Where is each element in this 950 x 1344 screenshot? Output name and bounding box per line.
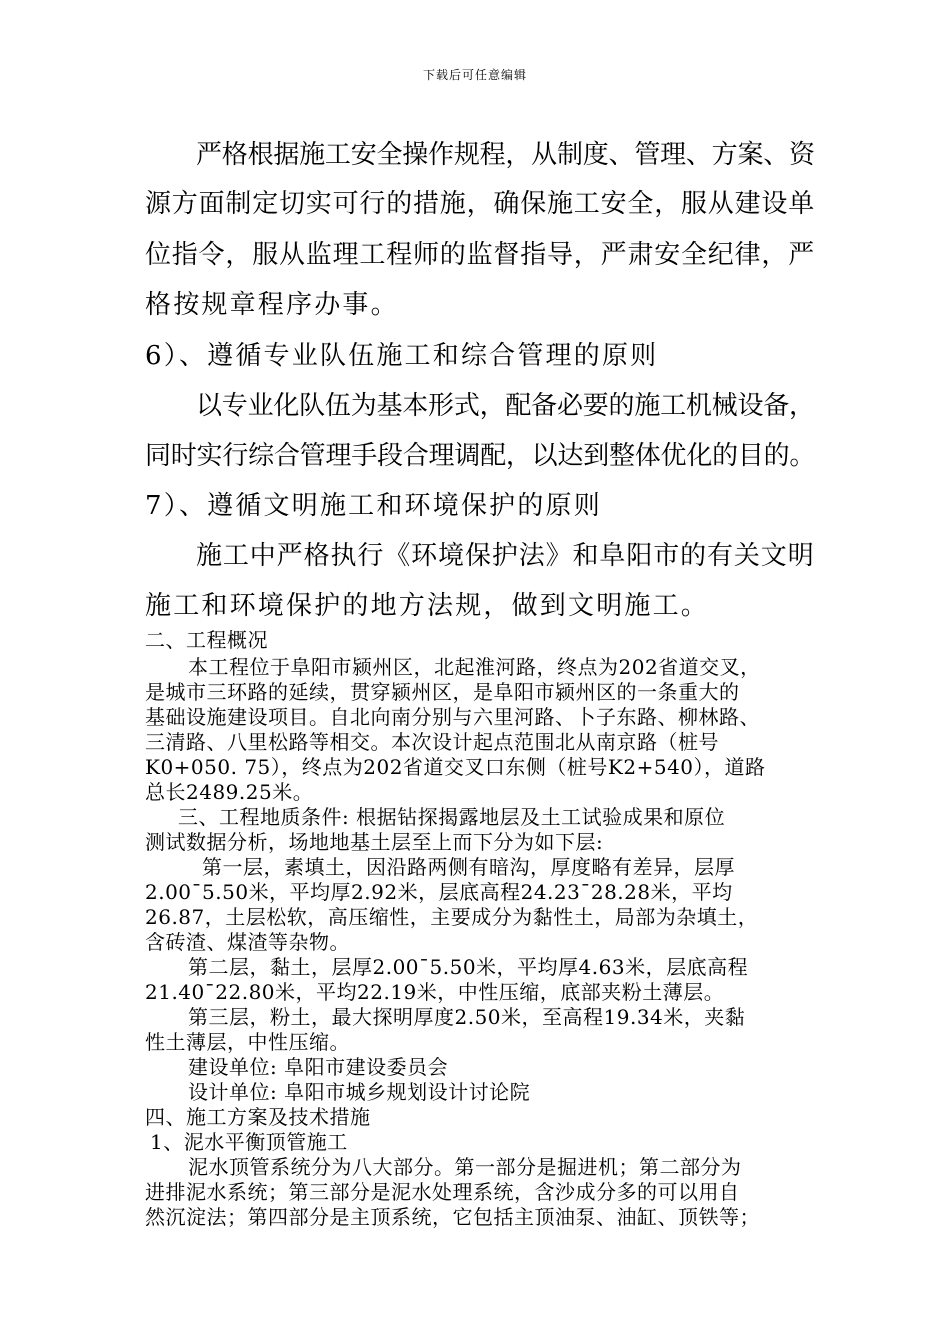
paragraph-line: 三清路、八里松路等相交。本次设计起点范围北从南京路（桩号	[145, 730, 719, 754]
paragraph-line: 第三层，粉土，最大探明厚度2.50米，至高程19.34米，夹黏	[188, 1005, 746, 1029]
section-heading: 1、泥水平衡顶管施工	[150, 1130, 348, 1154]
paragraph-line: 测试数据分析，场地地基土层至上而下分为如下层:	[145, 830, 604, 854]
paragraph-line: 以专业化队伍为基本形式，配备必要的施工机械设备，	[196, 391, 815, 421]
paragraph-line: 26.87，土层松软，高压缩性，主要成分为黏性土，局部为杂填土，	[145, 905, 759, 929]
paragraph-line: K0+050. 75），终点为202省道交叉口东侧（桩号K2+540），道路	[145, 755, 766, 779]
paragraph-line: 源方面制定切实可行的措施，确保施工安全，服从建设单	[145, 189, 816, 219]
paragraph-line: 同时实行综合管理手段合理调配，以达到整体优化的目的。	[145, 441, 816, 471]
paragraph-line: 含砖渣、煤渣等杂物。	[145, 930, 350, 954]
paragraph-line: 位指令，服从监理工程师的监督指导，严肃安全纪律，严	[145, 240, 816, 270]
paragraph-line: 基础设施建设项目。自北向南分别与六里河路、卜子东路、柳林路、	[145, 705, 760, 729]
page-header: 下载后可任意编辑	[422, 68, 527, 82]
paragraph-line: 施工和环境保护的地方法规，做到文明施工。	[145, 591, 710, 621]
paragraph-line: 建设单位: 阜阳市建设委员会	[188, 1055, 449, 1079]
paragraph-line: 施工中严格执行《环境保护法》和阜阳市的有关文明	[196, 541, 815, 571]
paragraph-line: 设计单位: 阜阳市城乡规划设计讨论院	[188, 1080, 531, 1104]
section-heading: 7）、遵循文明施工和环境保护的原则	[145, 491, 602, 521]
paragraph-line: 严格根据施工安全操作规程，从制度、管理、方案、资	[196, 140, 815, 170]
paragraph-line: 然沉淀法；第四部分是主顶系统，它包括主顶油泵、油缸、顶铁等；	[145, 1205, 760, 1229]
paragraph-line: 是城市三环路的延续，贯穿颍州区，是阜阳市颍州区的一条重大的	[145, 680, 740, 704]
section-heading: 三、工程地质条件: 根据钻探揭露地层及土工试验成果和原位	[178, 805, 726, 829]
section-heading: 6）、遵循专业队伍施工和综合管理的原则	[145, 341, 659, 371]
section-heading: 二、工程概况	[145, 628, 268, 652]
paragraph-line: 进排泥水系统；第三部分是泥水处理系统，含沙成分多的可以用自	[145, 1180, 740, 1204]
paragraph-line: 2.00¯5.50米，平均厚2.92米，层底高程24.23¯28.28米，平均	[145, 880, 733, 904]
paragraph-line: 格按规章程序办事。	[145, 290, 399, 320]
paragraph-line: 21.40¯22.80米，平均22.19米，中性压缩，底部夹粉土薄层。	[145, 980, 725, 1004]
paragraph-line: 泥水顶管系统分为八大部分。第一部分是掘进机；第二部分为	[188, 1155, 742, 1179]
paragraph-line: 性土薄层，中性压缩。	[145, 1030, 350, 1054]
paragraph-line: 第一层，素填土，因沿路两侧有暗沟，厚度略有差异，层厚	[202, 855, 735, 879]
paragraph-line: 第二层，黏土，层厚2.00¯5.50米，平均厚4.63米，层底高程	[188, 955, 749, 979]
section-heading: 四、施工方案及技术措施	[145, 1105, 371, 1129]
paragraph-line: 总长2489.25米。	[145, 780, 314, 804]
paragraph-line: 本工程位于阜阳市颍州区，北起淮河路，终点为202省道交叉，	[188, 655, 761, 679]
